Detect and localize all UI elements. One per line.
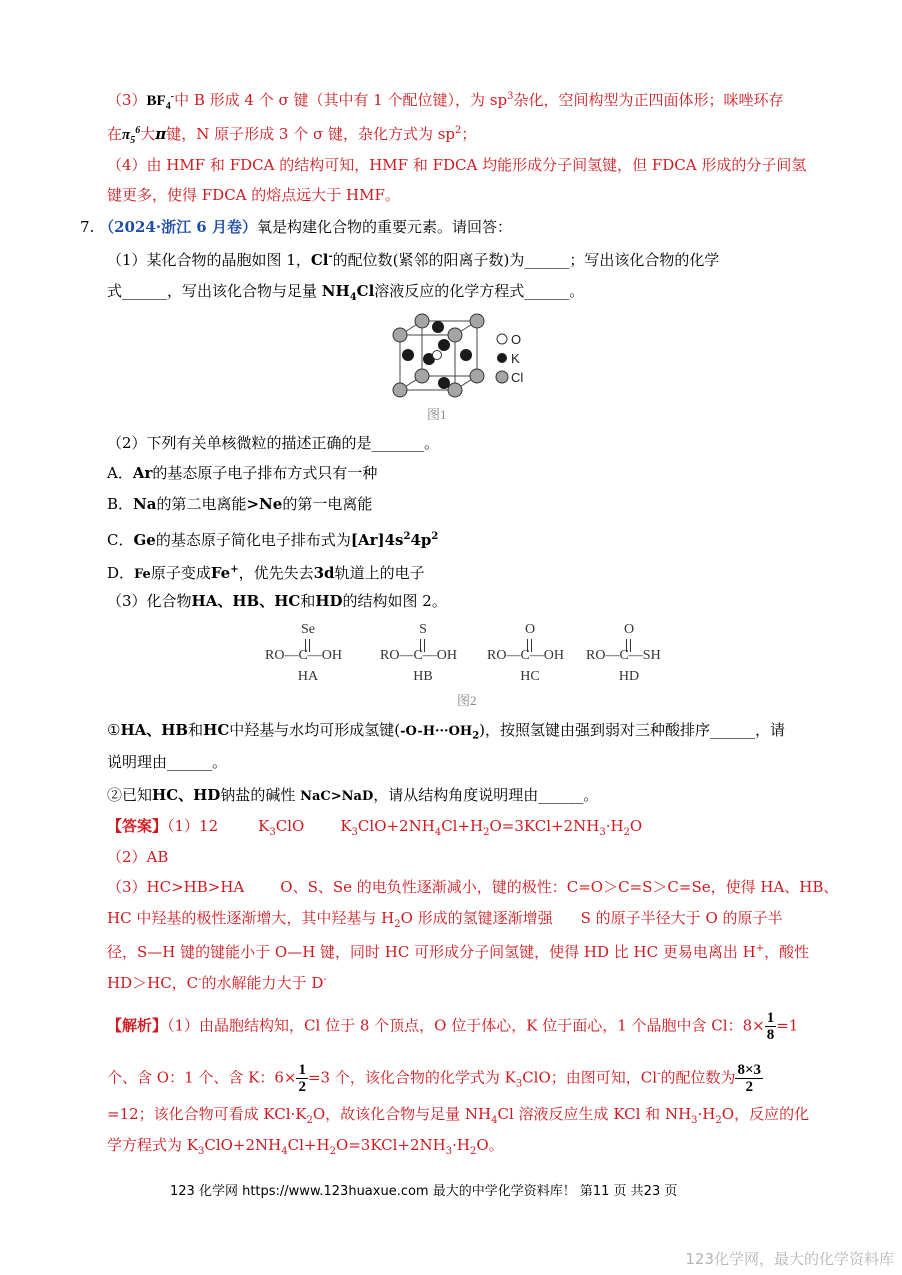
- structure-top-atom: O: [524, 622, 536, 637]
- structure-name: HC: [520, 669, 540, 684]
- analysis-line3: =12；该化合物可看成 $KCl\cdot K_2O$，故该化合物与足量 $NH_4Cl$ 溶液反应生成 KCl 和 $NH_3\cdot H_2O$，反应的化: [107, 1105, 810, 1126]
- answer-line5: 径，S—H 键的键能小于 O—H 键，同时 HC 可形成分子间氢键，使得 HD 比 HC 更易电离出 H+，酸性: [107, 943, 810, 961]
- structure-name: HB: [413, 669, 433, 684]
- structure-3: [586, 622, 676, 688]
- structure-top-atom: O: [623, 622, 635, 637]
- structure-backbone: RO—C—OH: [265, 648, 343, 663]
- prev-answer-p4-line1: （4）由 HMF 和 FDCA 的结构可知，HMF 和 FDCA 均能形成分子间氢键，但 FDCA 形成的分子间氢: [107, 156, 807, 174]
- option-d: D．Fe原子变成Fe+，优先失去3d轨道上的电子: [107, 564, 425, 582]
- structure-1: [380, 622, 470, 688]
- figure-1-caption: 图1: [427, 407, 447, 422]
- q3-part2: ②已知HC、HD钠盐的碱性 NaC>NaD，请从结构角度说明理由______。: [107, 786, 599, 804]
- q1-line2: 式______，写出该化合物与足量 $NH_4Cl$溶液反应的化学方程式______。: [107, 282, 585, 303]
- q3-stem: （3）化合物HA、HB、HC和HD的结构如图 2。: [107, 592, 447, 610]
- answer-line3: （3）HC>HB>HA O、S、Se 的电负性逐渐减小，键的极性：C=O＞C=S＞C=Se，使得 HA、HB、: [107, 878, 839, 896]
- analysis-line2: 个、含 O：1 个、含 K：6× $\frac{1}{2}$ =3 个，该化合物的化学式为 $K_3ClO$；由图可知，Cl-的配位数为 $\frac{8\times 3}{2}$: [107, 1062, 762, 1095]
- option-c: C．Ge的基态原子简化电子排布式为$[Ar]4s^24p^2$: [107, 531, 439, 549]
- prev-answer-p3-line1: $(3)BF_4^-$中 B 形成 4 个 σ 键（其中有 1 个配位键），为 $sp^3$杂化，空间构型为正四面体形；咪唑环存: [107, 91, 784, 112]
- structure-backbone: RO—C—SH: [586, 648, 661, 663]
- structure-2: [487, 622, 577, 688]
- legend-o: O: [511, 332, 522, 347]
- page-footer: 123 化学网 https://www.123huaxue.com 最大的中学化学资料库！ 第11 页 共23 页: [170, 1184, 678, 1199]
- structure-backbone: RO—C—OH: [487, 648, 565, 663]
- structure-name: HD: [618, 669, 640, 684]
- legend-cl: Cl: [511, 370, 524, 385]
- structure-backbone: RO—C—OH: [380, 648, 458, 663]
- answer-line2: （2）AB: [107, 848, 169, 866]
- analysis-line4: 学方程式为 $K_3ClO+2NH_4Cl+H_2O=3KCl+2NH_3\cdot H_2O$。: [107, 1136, 504, 1157]
- figure-2-caption: 图2: [457, 693, 477, 708]
- answer-line4: HC 中羟基的极性逐渐增大，其中羟基与 $H_2O$ 形成的氢键逐渐增强 S 的原子半径大于 O 的原子半: [107, 909, 783, 930]
- q2-stem: （2）下列有关单核微粒的描述正确的是_______。: [107, 434, 440, 452]
- option-a: A．Ar的基态原子电子排布方式只有一种: [107, 464, 378, 482]
- q3-part1-line2: 说明理由______。: [107, 753, 228, 771]
- structure-top-atom: Se: [301, 622, 315, 637]
- unit-cell-figure: [384, 313, 544, 405]
- question-7-header: 7. （2024·浙江 6 月卷）氧是构建化合物的重要元素。请回答：: [80, 218, 512, 236]
- structure-name: HA: [297, 669, 319, 684]
- answer-line1: 【答案】（1）12 $K_3ClO$ $K_3ClO+2NH_4Cl+H_2O=3KCl+2NH_3\cdot H_2O$: [107, 817, 643, 838]
- prev-answer-p3-line2: 在$\pi_5^6$大π键，N 原子形成 3 个 σ 键，杂化方式为 $sp^2$；: [107, 125, 477, 146]
- q1-line1: （1）某化合物的晶胞如图 1，Cl-的配位数(紧邻的阳离子数)为______；写出该化合物的化学: [107, 251, 720, 269]
- legend-k: K: [511, 351, 520, 366]
- structure-top-atom: S: [419, 622, 427, 637]
- q3-part1-line1: ①HA、HB和HC中羟基与水均可形成氢键$(-O-H\cdot\cdot\cdot OH_2)$，按照氢键由强到弱对三种酸排序______，请: [107, 721, 786, 742]
- watermark: 123化学网，最大的化学资料库: [685, 1250, 894, 1268]
- prev-answer-p4-line2: 键更多，使得 FDCA 的熔点远大于 HMF。: [107, 186, 400, 204]
- answer-line6: HD＞HC，C-的水解能力大于 D-: [107, 974, 327, 992]
- analysis-line1: 【解析】（1）由晶胞结构知，Cl 位于 8 个顶点，O 位于体心，K 位于面心，1 个晶胞中含 Cl：8× $\frac{1}{8}$ =1: [107, 1010, 799, 1043]
- structure-0: [265, 622, 355, 688]
- option-b: B．Na的第二电离能>Ne的第一电离能: [107, 495, 373, 513]
